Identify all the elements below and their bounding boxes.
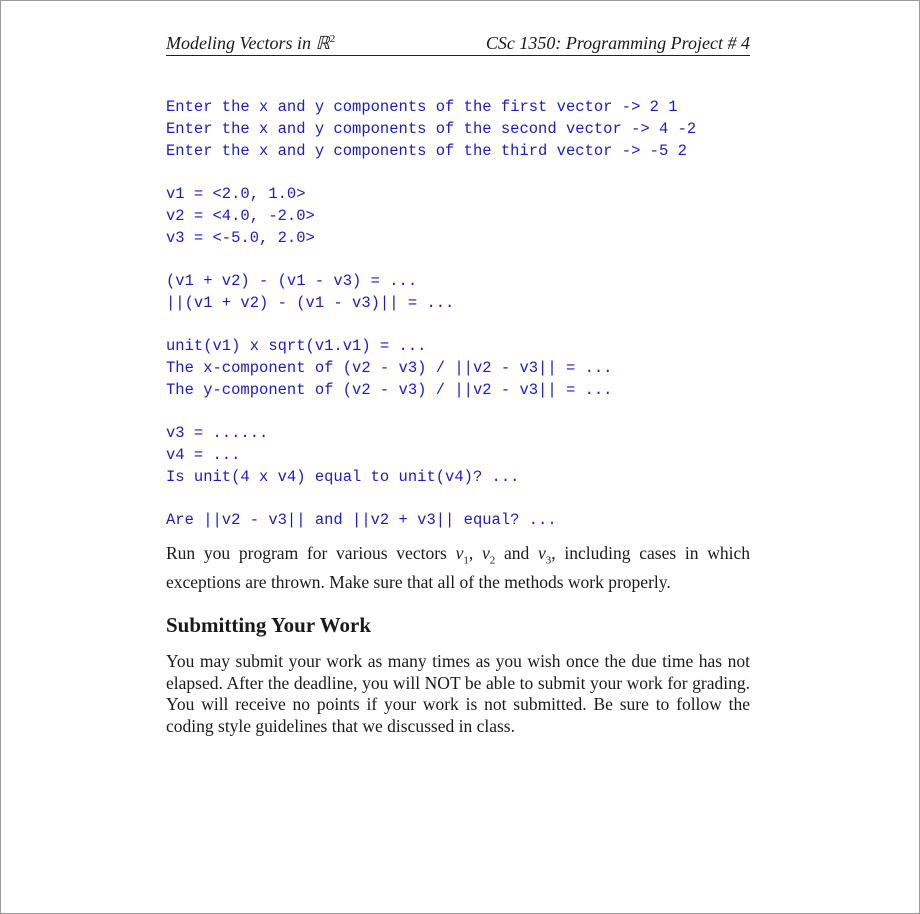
code-line: v1 = <2.0, 1.0> — [166, 185, 306, 203]
code-line: Are ||v2 - v3|| and ||v2 + v3|| equal? ... — [166, 511, 557, 529]
header-left — [166, 33, 335, 54]
section-heading: Submitting Your Work — [166, 613, 372, 637]
page-header — [166, 33, 750, 56]
code-line: Is unit(4 x v4) equal to unit(v4)? ... — [166, 468, 520, 486]
code-line: unit(v1) x sqrt(v1.v1) = ... — [166, 337, 427, 355]
code-line: The y-component of (v2 - v3) / ||v2 - v3|| = ... — [166, 381, 613, 399]
code-line: Enter the x and y components of the second vector -> 4 -2 — [166, 120, 697, 138]
header-title-sup: 2 — [329, 33, 336, 45]
code-line: Enter the x and y components of the first vector -> 2 1 — [166, 98, 678, 116]
vector-v3: $v_3$ — [538, 543, 552, 567]
code-line: v4 = ... — [166, 446, 241, 464]
code-line: ||(v1 + v2) - (v1 - v3)|| = ... — [166, 294, 455, 312]
code-line: v3 = ...... — [166, 424, 269, 442]
vector-v1: $v_1$ — [455, 543, 469, 567]
code-line: The x-component of (v2 - v3) / ||v2 - v3|| = ... — [166, 359, 613, 377]
run-paragraph: Run you program for various vectors $v_1$, $v_2$ and $v_3$, including cases in which exceptions are thrown. Make sure that all of the methods work properly. — [166, 543, 750, 593]
header-title: Modeling Vectors in ℝ — [166, 33, 330, 53]
code-line: v3 = <-5.0, 2.0> — [166, 229, 315, 247]
code-line: v2 = <4.0, -2.0> — [166, 207, 315, 225]
code-line: Enter the x and y components of the third vector -> -5 2 — [166, 142, 687, 160]
code-line: (v1 + v2) - (v1 - v3) = ... — [166, 272, 418, 290]
program-output — [166, 96, 766, 531]
vector-v2: $v_2$ — [481, 543, 496, 567]
header-right: CSc 1350: Programming Project # 4 — [485, 33, 750, 53]
submit-paragraph: You may submit your work as many times as you wish once the due time has not elapsed. After the deadline, you will NOT be able to submit your work for grading. You will receive no points if your work is not submitted. Be sure to follow the coding style guidelines that we discussed in class. — [166, 651, 750, 737]
